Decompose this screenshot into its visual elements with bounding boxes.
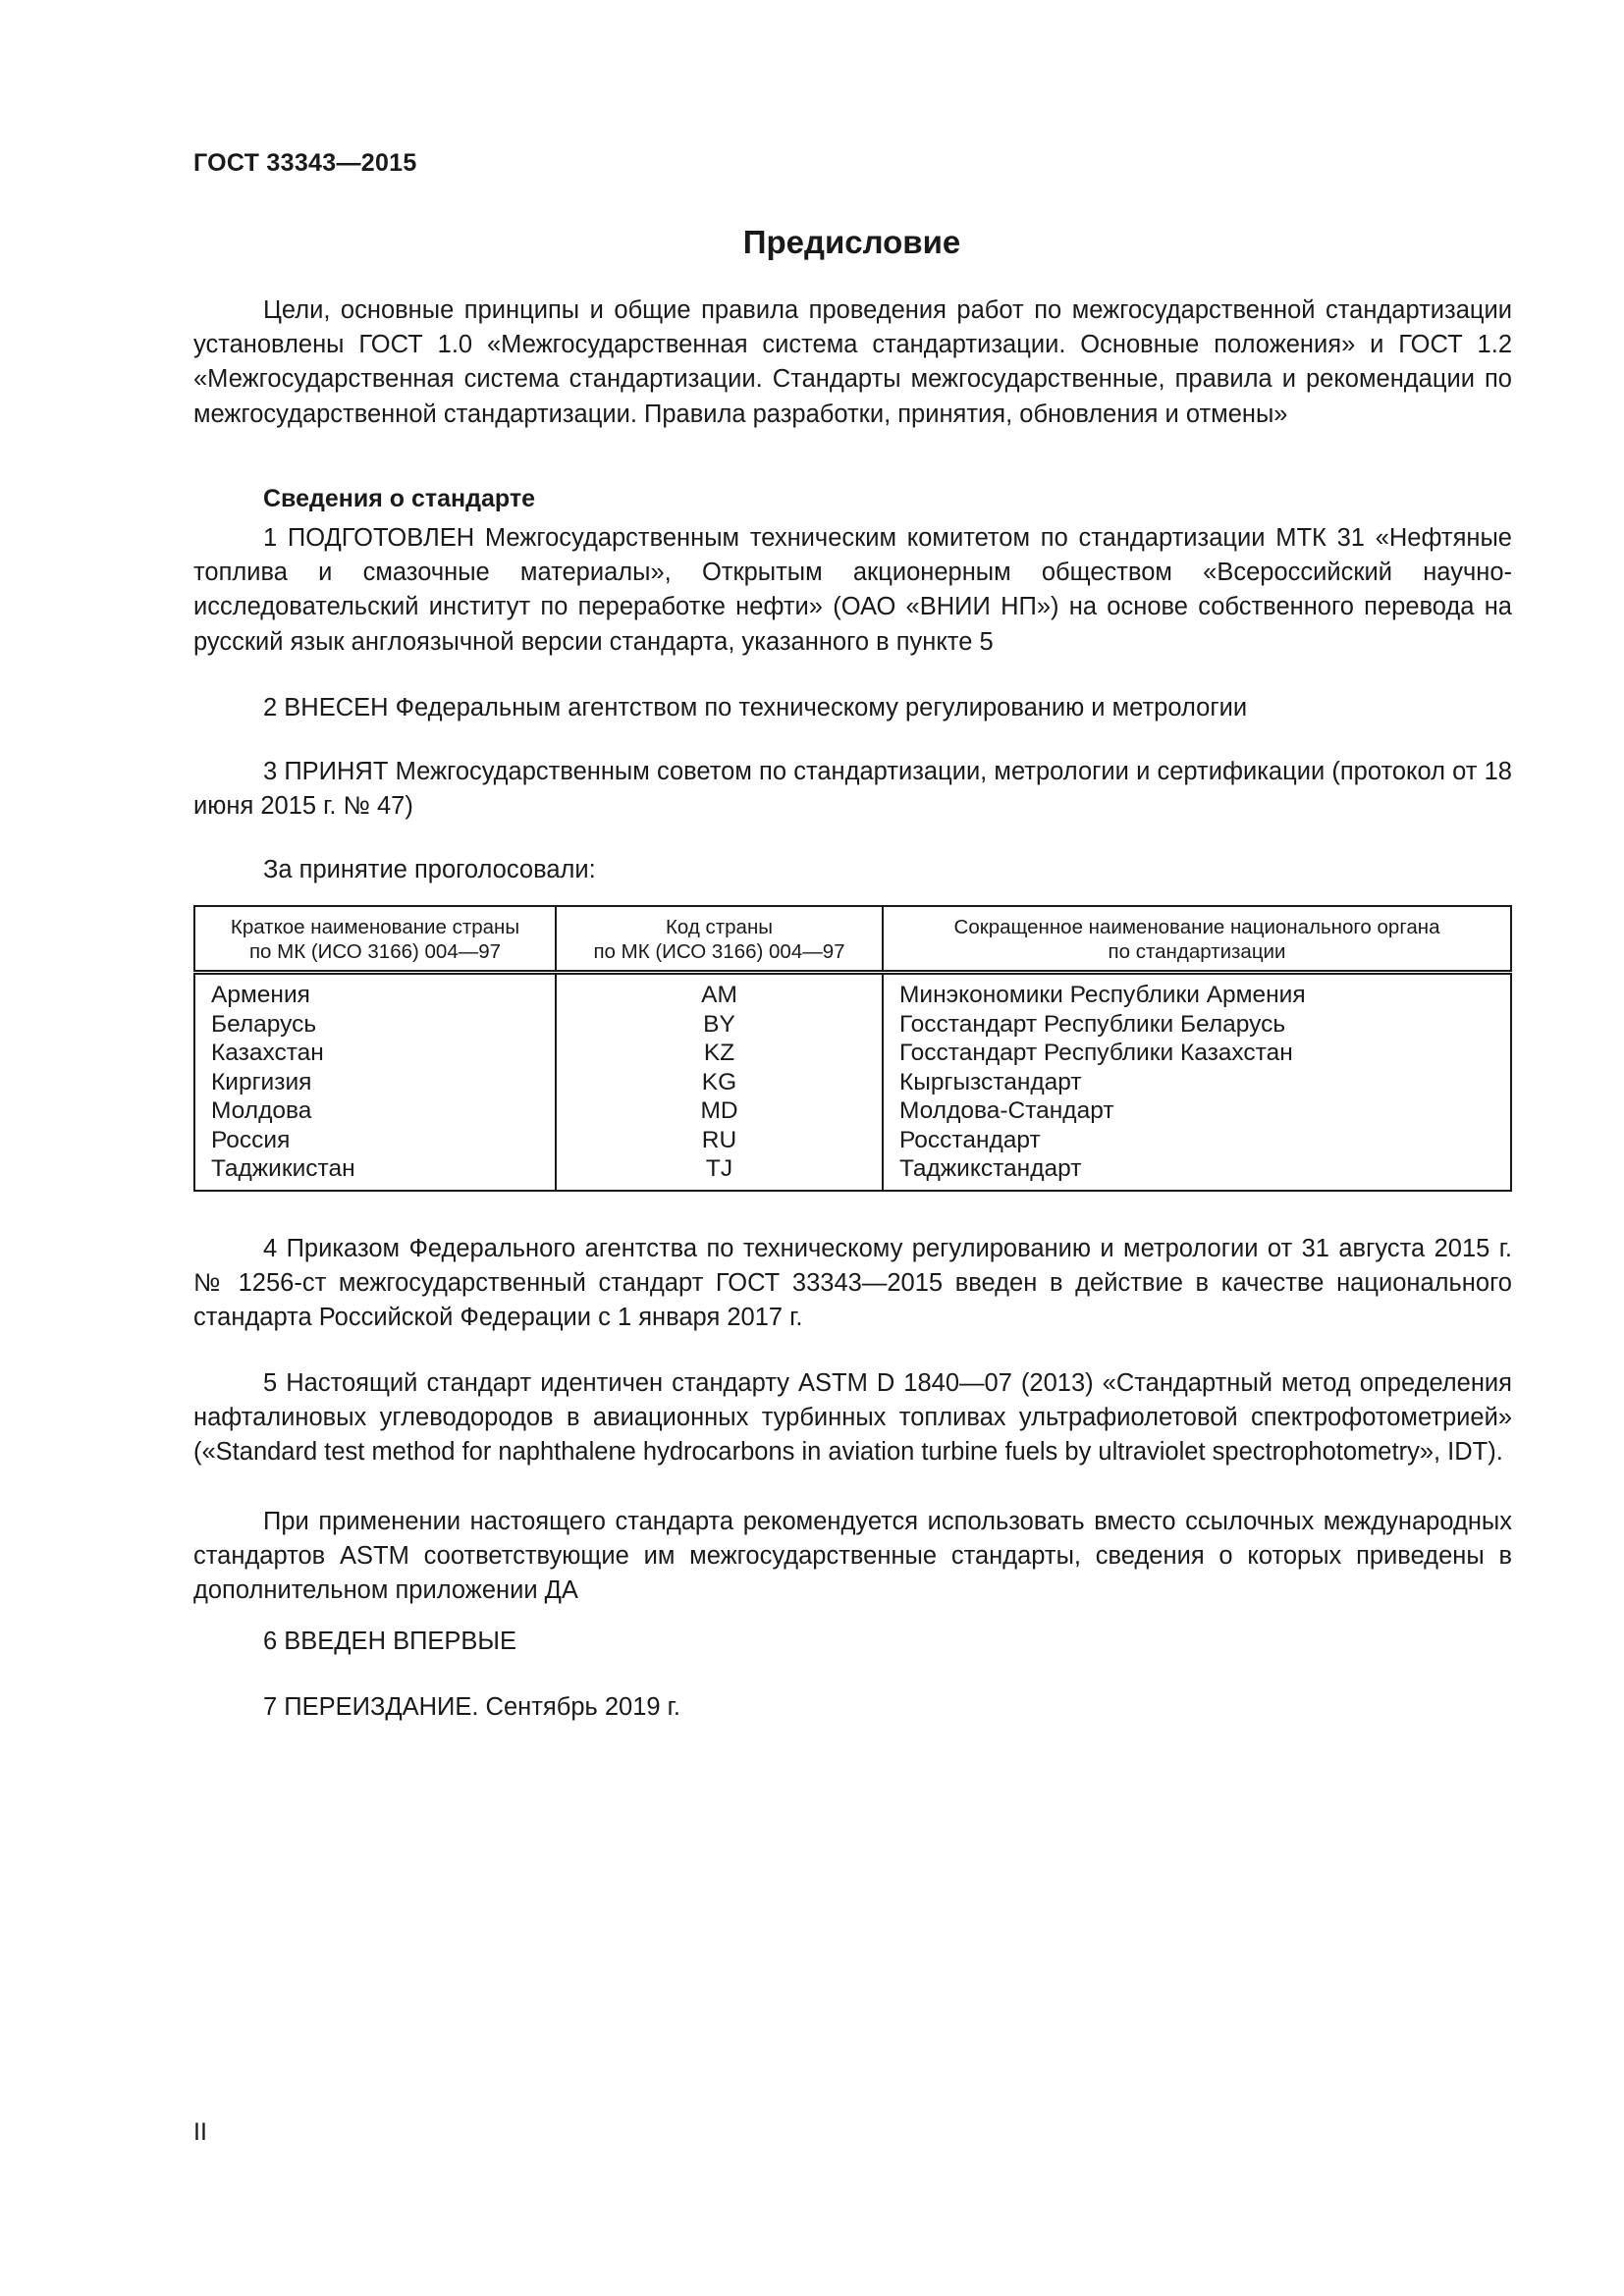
table-row [194,1039,1511,1068]
country-cell: Молдова [194,1096,556,1126]
table-row [194,1010,1511,1040]
country-cell: Россия [194,1126,556,1155]
voted-label: За принятие проголосовали: [263,856,596,883]
table-header-row [194,906,1511,973]
table-row [194,1068,1511,1097]
intro-paragraph: Цели, основные принципы и общие правила проведения работ по межгосударственной стандартизации установлены ГОСТ 1.0 «Межгосударственная система стандартизации. Основные положения» и ГОСТ 1.2 «Межгосударственная система стандартизации. Стандарты межгосударственные, правила и рекомендации по межгосударственной стандартизации. Правила разработки, принятия, обновления и отмены» [193,296,1512,428]
column-header-body-line1: Сокращенное наименование национального органа [953,916,1440,938]
table-row [194,1126,1511,1155]
item-6-paragraph: 6 ВВЕДЕН ВПЕРВЫЕ [263,1628,517,1655]
body-cell: Молдова-Стандарт [883,1096,1511,1126]
code-cell: KZ [556,1039,883,1068]
country-cell: Киргизия [194,1068,556,1097]
country-cell: Армения [194,973,556,1010]
item-5-note-paragraph: При применении настоящего стандарта рекомендуется использовать вместо ссылочных международных стандартов ASTM соответствующие им межгосударственные стандарты, сведения о которых приведены в дополнительном приложении ДА [193,1508,1512,1605]
column-header-body [883,906,1511,973]
body-cell: Минэкономики Республики Армения [883,973,1511,1010]
column-header-country [194,906,556,973]
code-cell: BY [556,1010,883,1040]
column-header-country-line1: Краткое наименование страны [230,916,520,938]
column-header-body-line2: по стандартизации [1108,940,1286,963]
item-1-paragraph: 1 ПОДГОТОВЛЕН Межгосударственным техническим комитетом по стандартизации МТК 31 «Нефтяные топлива и смазочные материалы», Открытым акционерным обществом «Всероссийский научно-исследовательский институт по переработке нефти» (ОАО «ВНИИ НП») на основе собственного перевода на русский язык англоязычной версии стандарта, указанного в пункте 5 [193,524,1512,656]
table-row [194,1096,1511,1126]
code-cell: MD [556,1096,883,1126]
country-cell: Беларусь [194,1010,556,1040]
body-cell: Госстандарт Республики Беларусь [883,1010,1511,1040]
table-row [194,973,1511,1010]
code-cell: TJ [556,1154,883,1191]
document-code: ГОСТ 33343—2015 [193,149,417,177]
column-header-code-line2: по МК (ИСО 3166) 004—97 [593,940,845,963]
body-cell: Госстандарт Республики Казахстан [883,1039,1511,1068]
body-cell: Кыргызстандарт [883,1068,1511,1097]
column-header-code-line1: Код страны [665,916,774,938]
body-cell: Росстандарт [883,1126,1511,1155]
table-row [194,1154,1511,1191]
page-number: II [193,2118,207,2146]
item-3-paragraph: 3 ПРИНЯТ Межгосударственным советом по стандартизации, метрологии и сертификации (протокол от 18 июня 2015 г. № 47) [193,758,1512,821]
code-cell: RU [556,1126,883,1155]
body-cell: Таджикстандарт [883,1154,1511,1191]
code-cell: KG [556,1068,883,1097]
column-header-country-line2: по МК (ИСО 3166) 004—97 [248,940,502,963]
code-cell: AM [556,973,883,1010]
column-header-code [556,906,883,973]
item-4-paragraph: 4 Приказом Федерального агентства по техническому регулированию и метрологии от 31 августа 2015 г. № 1256-ст межгосударственный стандарт ГОСТ 33343—2015 введен в действие в качестве национального стандарта Российской Федерации с 1 января 2017 г. [193,1235,1512,1332]
page-title: Предисловие [742,224,961,260]
item-5-paragraph: 5 Настоящий стандарт идентичен стандарту ASTM D 1840—07 (2013) «Стандартный метод определения нафталиновых углеводородов в авиационных турбинных топливах ультрафиолетовой спектрофотометрией» («Standard test method for naphthalene hydrocarbons in aviation turbine fuels by ultraviolet spectrophotometry», IDT). [193,1369,1512,1467]
section-heading: Сведения о стандарте [263,485,536,512]
item-2-paragraph: 2 ВНЕСЕН Федеральным агентством по техническому регулированию и метрологии [263,694,1248,721]
voting-countries-table [193,905,1512,1192]
item-7-paragraph: 7 ПЕРЕИЗДАНИЕ. Сентябрь 2019 г. [263,1693,680,1721]
country-cell: Таджикистан [194,1154,556,1191]
country-cell: Казахстан [194,1039,556,1068]
